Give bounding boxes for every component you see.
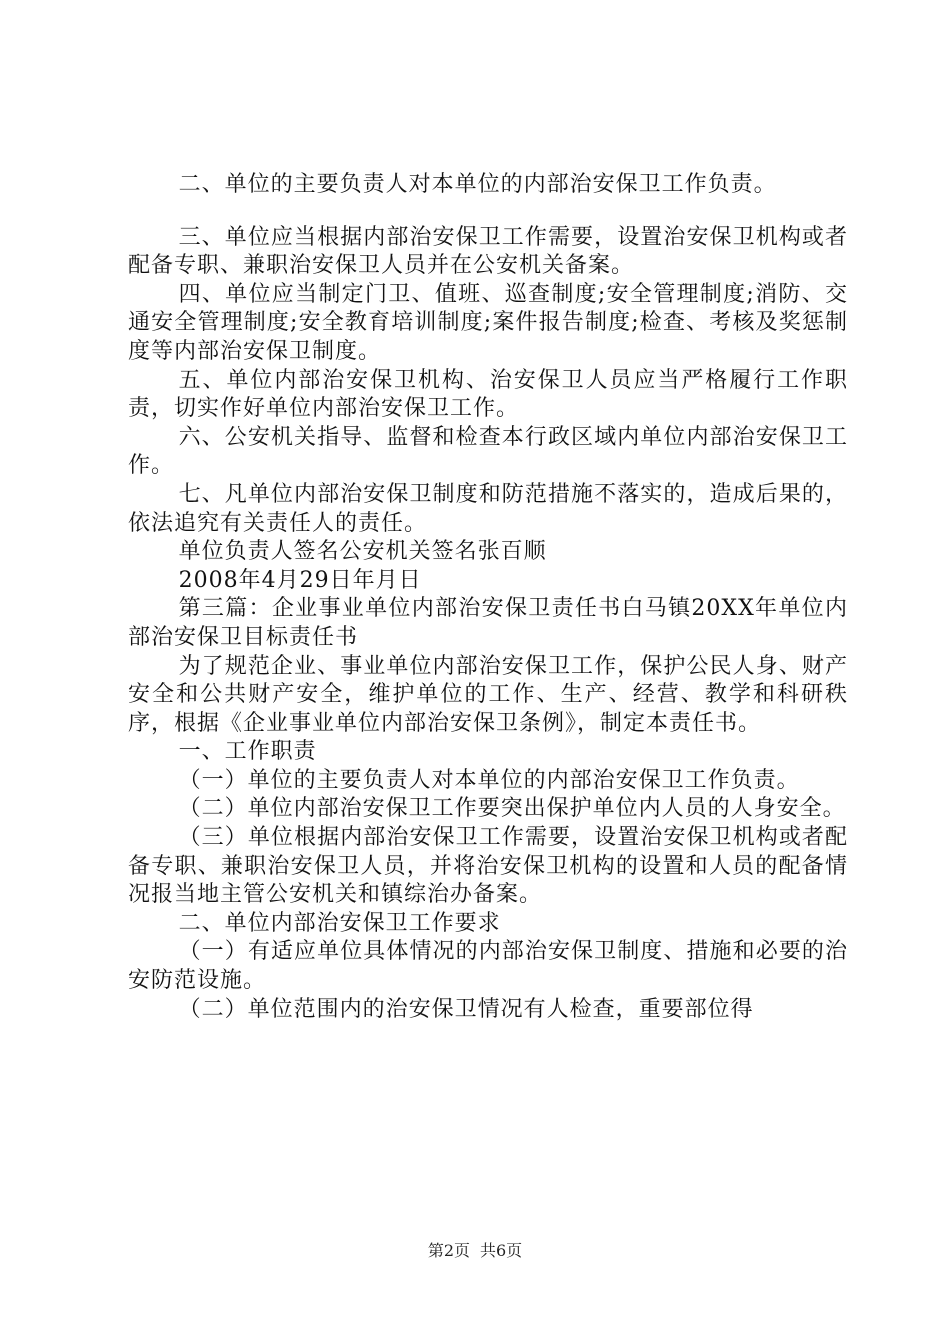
page-total: 共6页 [480, 1241, 523, 1260]
document-body [128, 171, 848, 1024]
page-number: 第2页 [427, 1241, 470, 1260]
paragraph-clause-4: 四、单位应当制定门卫、值班、巡查制度;安全管理制度;消防、交通安全管理制度;安全教育培训制度;案件报告制度;检查、考核及奖惩制度等内部治安保卫制度。 [128, 281, 848, 364]
paragraph-clause-2: 二、单位的主要负责人对本单位的内部治安保卫工作负责。 [178, 172, 777, 197]
paragraph-duty-1: （一）单位的主要负责人对本单位的内部治安保卫工作负责。 [178, 767, 800, 793]
heading-work-duties: 一、工作职责 [178, 739, 317, 765]
heading-requirements: 二、单位内部治安保卫工作要求 [178, 910, 501, 936]
date-line: 2008年4月29日年月日 [178, 567, 422, 593]
paragraph-duty-3: （三）单位根据内部治安保卫工作需要，设置治安保卫机构或者配备专职、兼职治安保卫人员，并将治安保卫机构的设置和人员的配备情况报当地主管公安机关和镇综治办备案。 [128, 825, 848, 908]
page-footer [0, 1238, 950, 1261]
signature-line: 单位负责人签名公安机关签名张百顺 [178, 539, 547, 565]
paragraph-requirement-2: （二）单位范围内的治安保卫情况有人检查，重要部位得 [178, 996, 754, 1022]
paragraph-intro: 为了规范企业、事业单位内部治安保卫工作，保护公民人身、财产安全和公共财产安全，维护单位的工作、生产、经营、教学和科研秩序，根据《企业事业单位内部治安保卫条例》，制定本责任书。 [128, 653, 848, 736]
section-title-part-3: 第三篇：企业事业单位内部治安保卫责任书白马镇20XX年单位内部治安保卫目标责任书 [128, 596, 848, 650]
paragraph-requirement-1: （一）有适应单位具体情况的内部治安保卫制度、措施和必要的治安防范设施。 [128, 939, 848, 994]
paragraph-duty-2: （二）单位内部治安保卫工作要突出保护单位内人员的人身安全。 [178, 796, 846, 822]
paragraph-clause-6: 六、公安机关指导、监督和检查本行政区域内单位内部治安保卫工作。 [128, 424, 848, 479]
paragraph-clause-5: 五、单位内部治安保卫机构、治安保卫人员应当严格履行工作职责，切实作好单位内部治安保卫工作。 [128, 367, 848, 422]
paragraph-clause-7: 七、凡单位内部治安保卫制度和防范措施不落实的，造成后果的，依法追究有关责任人的责任。 [128, 481, 848, 536]
paragraph-clause-3: 三、单位应当根据内部治安保卫工作需要，设置治安保卫机构或者配备专职、兼职治安保卫人员并在公安机关备案。 [128, 224, 848, 279]
